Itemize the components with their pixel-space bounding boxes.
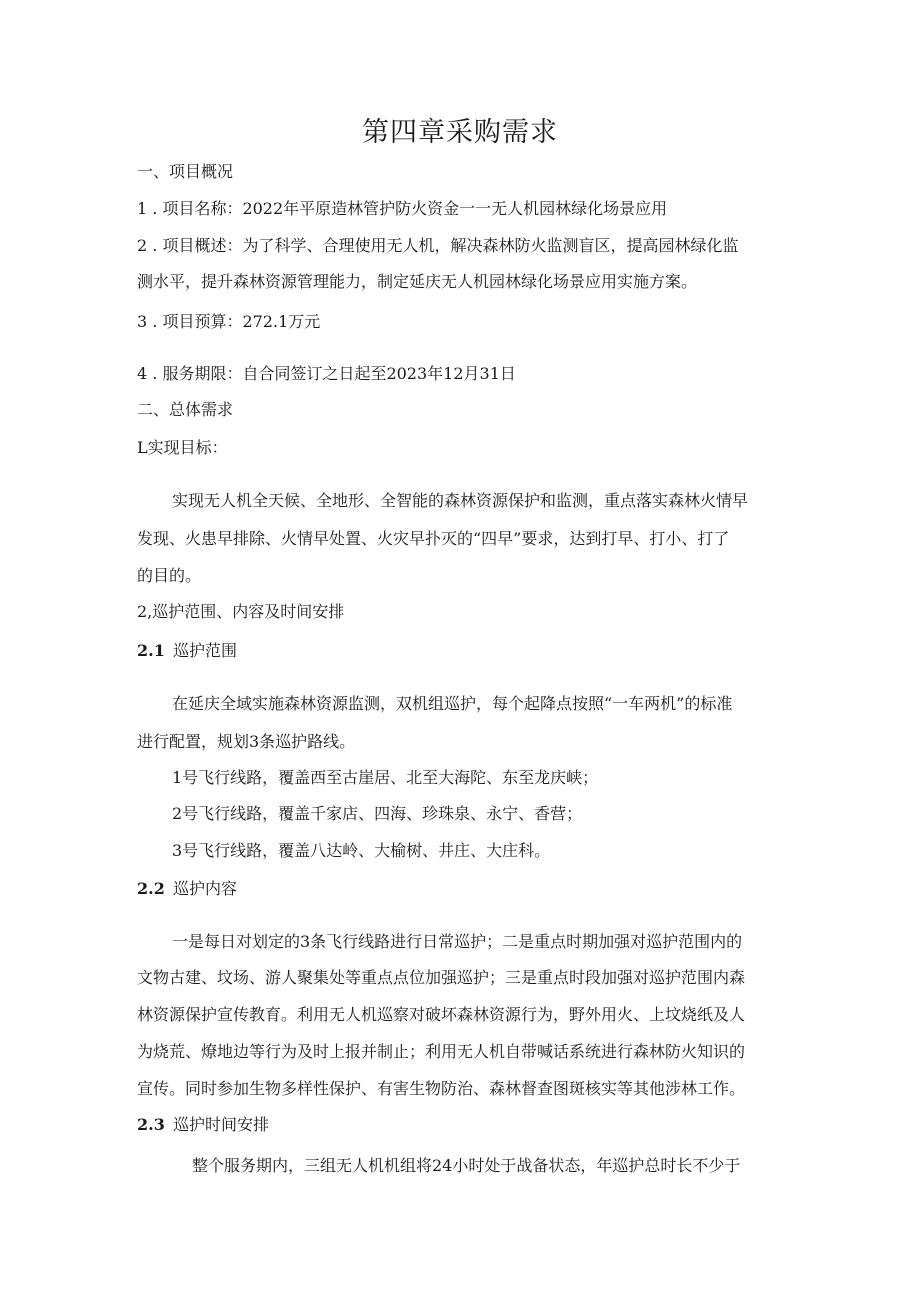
- heading-patrol-schedule: 2.3 巡护时间安排: [137, 1115, 270, 1134]
- heading-patrol-scope-content-schedule: 2,巡护范围、内容及时间安排: [137, 602, 345, 621]
- item-project-summary-cont: 测水平，提升森林资源管理能力，制定延庆无人机园林绿化场景应用实施方案。: [137, 272, 698, 291]
- heading-overall-requirements: 二、总体需求: [137, 400, 234, 419]
- item-service-period: 4 . 服务期限：自合同签订之日起至2023年12月31日: [137, 364, 516, 383]
- item-project-budget: 3 . 项目预算：272.1万元: [137, 312, 321, 331]
- item-project-summary: 2 . 项目概述：为了科学、合理使用无人机，解决森林防火监测盲区，提高园林绿化监: [137, 236, 739, 255]
- page-title: 第四章采购需求: [362, 117, 558, 148]
- section-number: 2.1: [137, 641, 165, 660]
- paragraph-scope-line2: 进行配置，规划3条巡护路线。: [137, 732, 356, 751]
- heading-project-overview: 一、项目概况: [137, 162, 234, 181]
- paragraph-content-line1: 一是每日对划定的3条飞行线路进行日常巡护；二是重点时期加强对巡护范围内的: [172, 932, 743, 951]
- paragraph-goals-line2: 发现、火患早排除、火情早处置、火灾早扑灭的“四早”要求，达到打早、打小、打了: [137, 529, 730, 548]
- section-number: 2.3: [137, 1115, 165, 1134]
- heading-patrol-scope: 2.1 巡护范围: [137, 641, 238, 660]
- route-1: 1号飞行线路，覆盖西至古崖居、北至大海陀、东至龙庆峡；: [172, 768, 599, 787]
- item-project-name: 1 . 项目名称：2022年平原造林管护防火资金一一无人机园林绿化场景应用: [137, 199, 668, 218]
- route-3: 3号飞行线路，覆盖八达岭、大榆树、井庄、大庄科。: [172, 841, 551, 860]
- paragraph-goals-line1: 实现无人机全天候、全地形、全智能的森林资源保护和监测，重点落实森林火情早: [172, 491, 749, 510]
- route-2: 2号飞行线路，覆盖千家店、四海、珍珠泉、永宁、香营；: [172, 804, 583, 823]
- section-number: 2.2: [137, 879, 165, 898]
- paragraph-content-line4: 为烧荒、燎地边等行为及时上报并制止；利用无人机自带喊话系统进行森林防火知识的: [137, 1042, 746, 1061]
- paragraph-goals-line3: 的目的。: [137, 566, 202, 585]
- paragraph-content-line3: 林资源保护宣传教育。利用无人机巡察对破坏森林资源行为，野外用火、上坟烧纸及人: [137, 1005, 746, 1024]
- paragraph-content-line5: 宣传。同时参加生物多样性保护、有害生物防治、森林督查图斑核实等其他涉林工作。: [137, 1079, 746, 1098]
- paragraph-scope-line1: 在延庆全域实施森林资源监测，双机组巡护，每个起降点按照“一车两机”的标准: [172, 694, 733, 713]
- heading-goals: L实现目标：: [137, 438, 228, 457]
- heading-patrol-content: 2.2 巡护内容: [137, 879, 238, 898]
- paragraph-content-line2: 文物古建、坟场、游人聚集处等重点点位加强巡护；三是重点时段加强对巡护范围内森: [137, 968, 746, 987]
- paragraph-schedule-line1: 整个服务期内，三组无人机机组将24小时处于战备状态，年巡护总时长不少于: [192, 1156, 741, 1175]
